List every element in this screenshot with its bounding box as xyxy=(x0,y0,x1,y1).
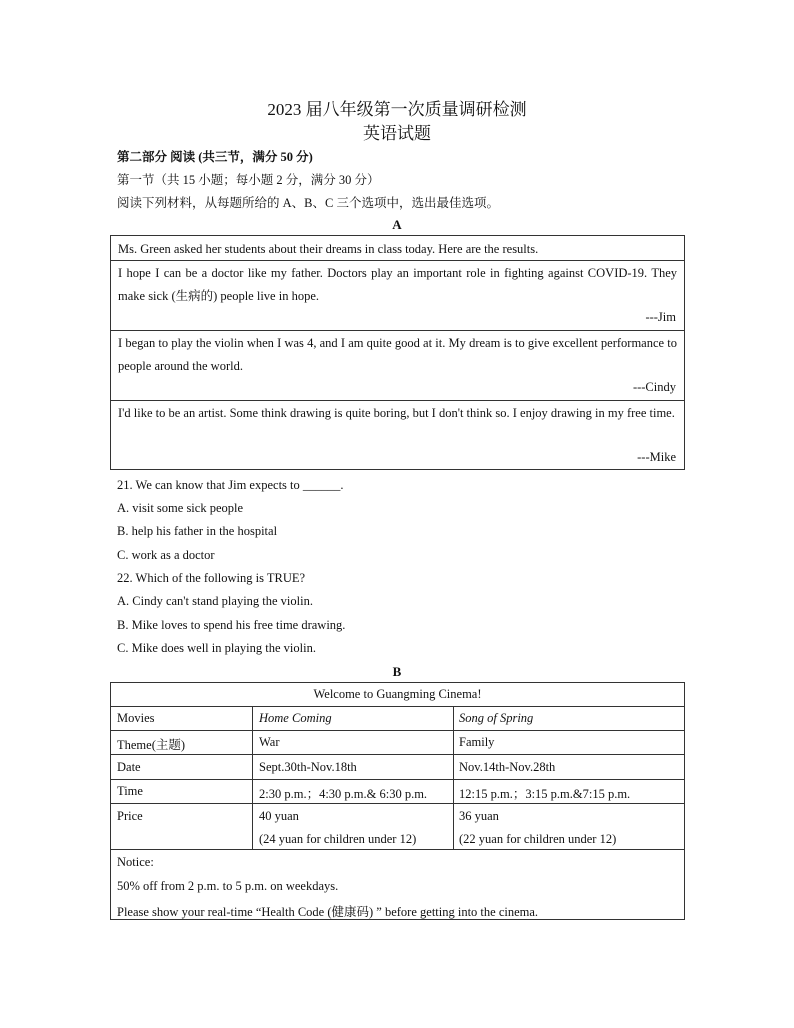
subsection-heading: 第一节（共 15 小题；每小题 2 分，满分 30 分） xyxy=(117,173,380,187)
question-option: A. visit some sick people xyxy=(117,501,244,515)
entry-text: I'd like to be an artist. Some think drawing is quite boring, but I don't think so. I enjoy drawing in my free time. xyxy=(118,406,675,420)
passage-a-entry xyxy=(111,400,684,470)
part-heading: 第二部分 阅读 (共三节，满分 50 分) xyxy=(117,150,313,164)
price-note: (24 yuan for children under 12) xyxy=(259,832,417,846)
question-option: B. help his father in the hospital xyxy=(117,524,278,538)
table-rule xyxy=(453,706,454,849)
question-option: C. work as a doctor xyxy=(117,548,215,562)
passage-a-box xyxy=(110,235,685,470)
table-cell: War xyxy=(259,735,280,749)
passage-a-entry xyxy=(111,260,684,331)
question-option: B. Mike loves to spend his free time drawing. xyxy=(117,618,346,632)
table-rule xyxy=(111,803,684,804)
movie-title: Home Coming xyxy=(259,711,332,725)
question-stem: 22. Which of the following is TRUE? xyxy=(117,571,306,585)
table-cell: Nov.14th-Nov.28th xyxy=(459,760,556,774)
entry-text: I began to play the violin when I was 4, and I am quite good at it. My dream is to give excellent performance to people around the world. xyxy=(118,336,677,373)
table-cell: 36 yuan xyxy=(459,809,499,823)
notice-line: 50% off from 2 p.m. to 5 p.m. on weekdays. xyxy=(117,879,339,893)
table-rule xyxy=(111,754,684,755)
row-label: Time xyxy=(117,784,143,798)
table-cell: 2:30 p.m.；4:30 p.m.& 6:30 p.m. xyxy=(259,787,428,801)
question-option: C. Mike does well in playing the violin. xyxy=(117,641,316,655)
row-label: Movies xyxy=(117,711,155,725)
instruction-text: 阅读下列材料，从每题所给的 A、B、C 三个选项中，选出最佳选项。 xyxy=(117,196,499,210)
passage-a-letter: A xyxy=(392,217,402,232)
notice-heading: Notice: xyxy=(117,855,154,869)
table-rule xyxy=(111,849,684,850)
entry-signature: ---Mike xyxy=(637,450,676,464)
row-label: Date xyxy=(117,760,141,774)
table-rule xyxy=(111,779,684,780)
passage-b-letter: B xyxy=(392,664,402,679)
table-cell: Sept.30th-Nov.18th xyxy=(259,760,357,774)
notice-line: Please show your real-time “Health Code (健康码) ” before getting into the cinema. xyxy=(117,905,539,919)
table-cell: Family xyxy=(459,735,495,749)
question-option: A. Cindy can't stand playing the violin. xyxy=(117,594,313,608)
exam-title: 2023 届八年级第一次质量调研检测 xyxy=(267,100,527,119)
row-label: Theme(主题) xyxy=(117,738,186,752)
table-rule xyxy=(252,706,253,849)
price-note: (22 yuan for children under 12) xyxy=(459,832,617,846)
table-rule xyxy=(111,706,684,707)
table-title: Welcome to Guangming Cinema! xyxy=(313,687,482,701)
exam-subtitle: 英语试题 xyxy=(363,124,431,143)
entry-signature: ---Jim xyxy=(645,310,676,324)
table-cell: 40 yuan xyxy=(259,809,299,823)
movie-title: Song of Spring xyxy=(459,711,534,725)
cinema-table xyxy=(110,682,685,920)
entry-signature: ---Cindy xyxy=(632,380,676,394)
table-cell: 12:15 p.m.；3:15 p.m.&7:15 p.m. xyxy=(459,787,631,801)
passage-a-entry xyxy=(111,330,684,401)
passage-a-intro: Ms. Green asked her students about their dreams in class today. Here are the results. xyxy=(118,242,539,256)
entry-text: I hope I can be a doctor like my father. Doctors play an important role in fighting against COVID-19. They make sick (生病的) people live in hope. xyxy=(118,266,677,303)
question-stem: 21. We can know that Jim expects to ______. xyxy=(117,478,344,492)
row-label: Price xyxy=(117,809,143,823)
table-rule xyxy=(111,730,684,731)
